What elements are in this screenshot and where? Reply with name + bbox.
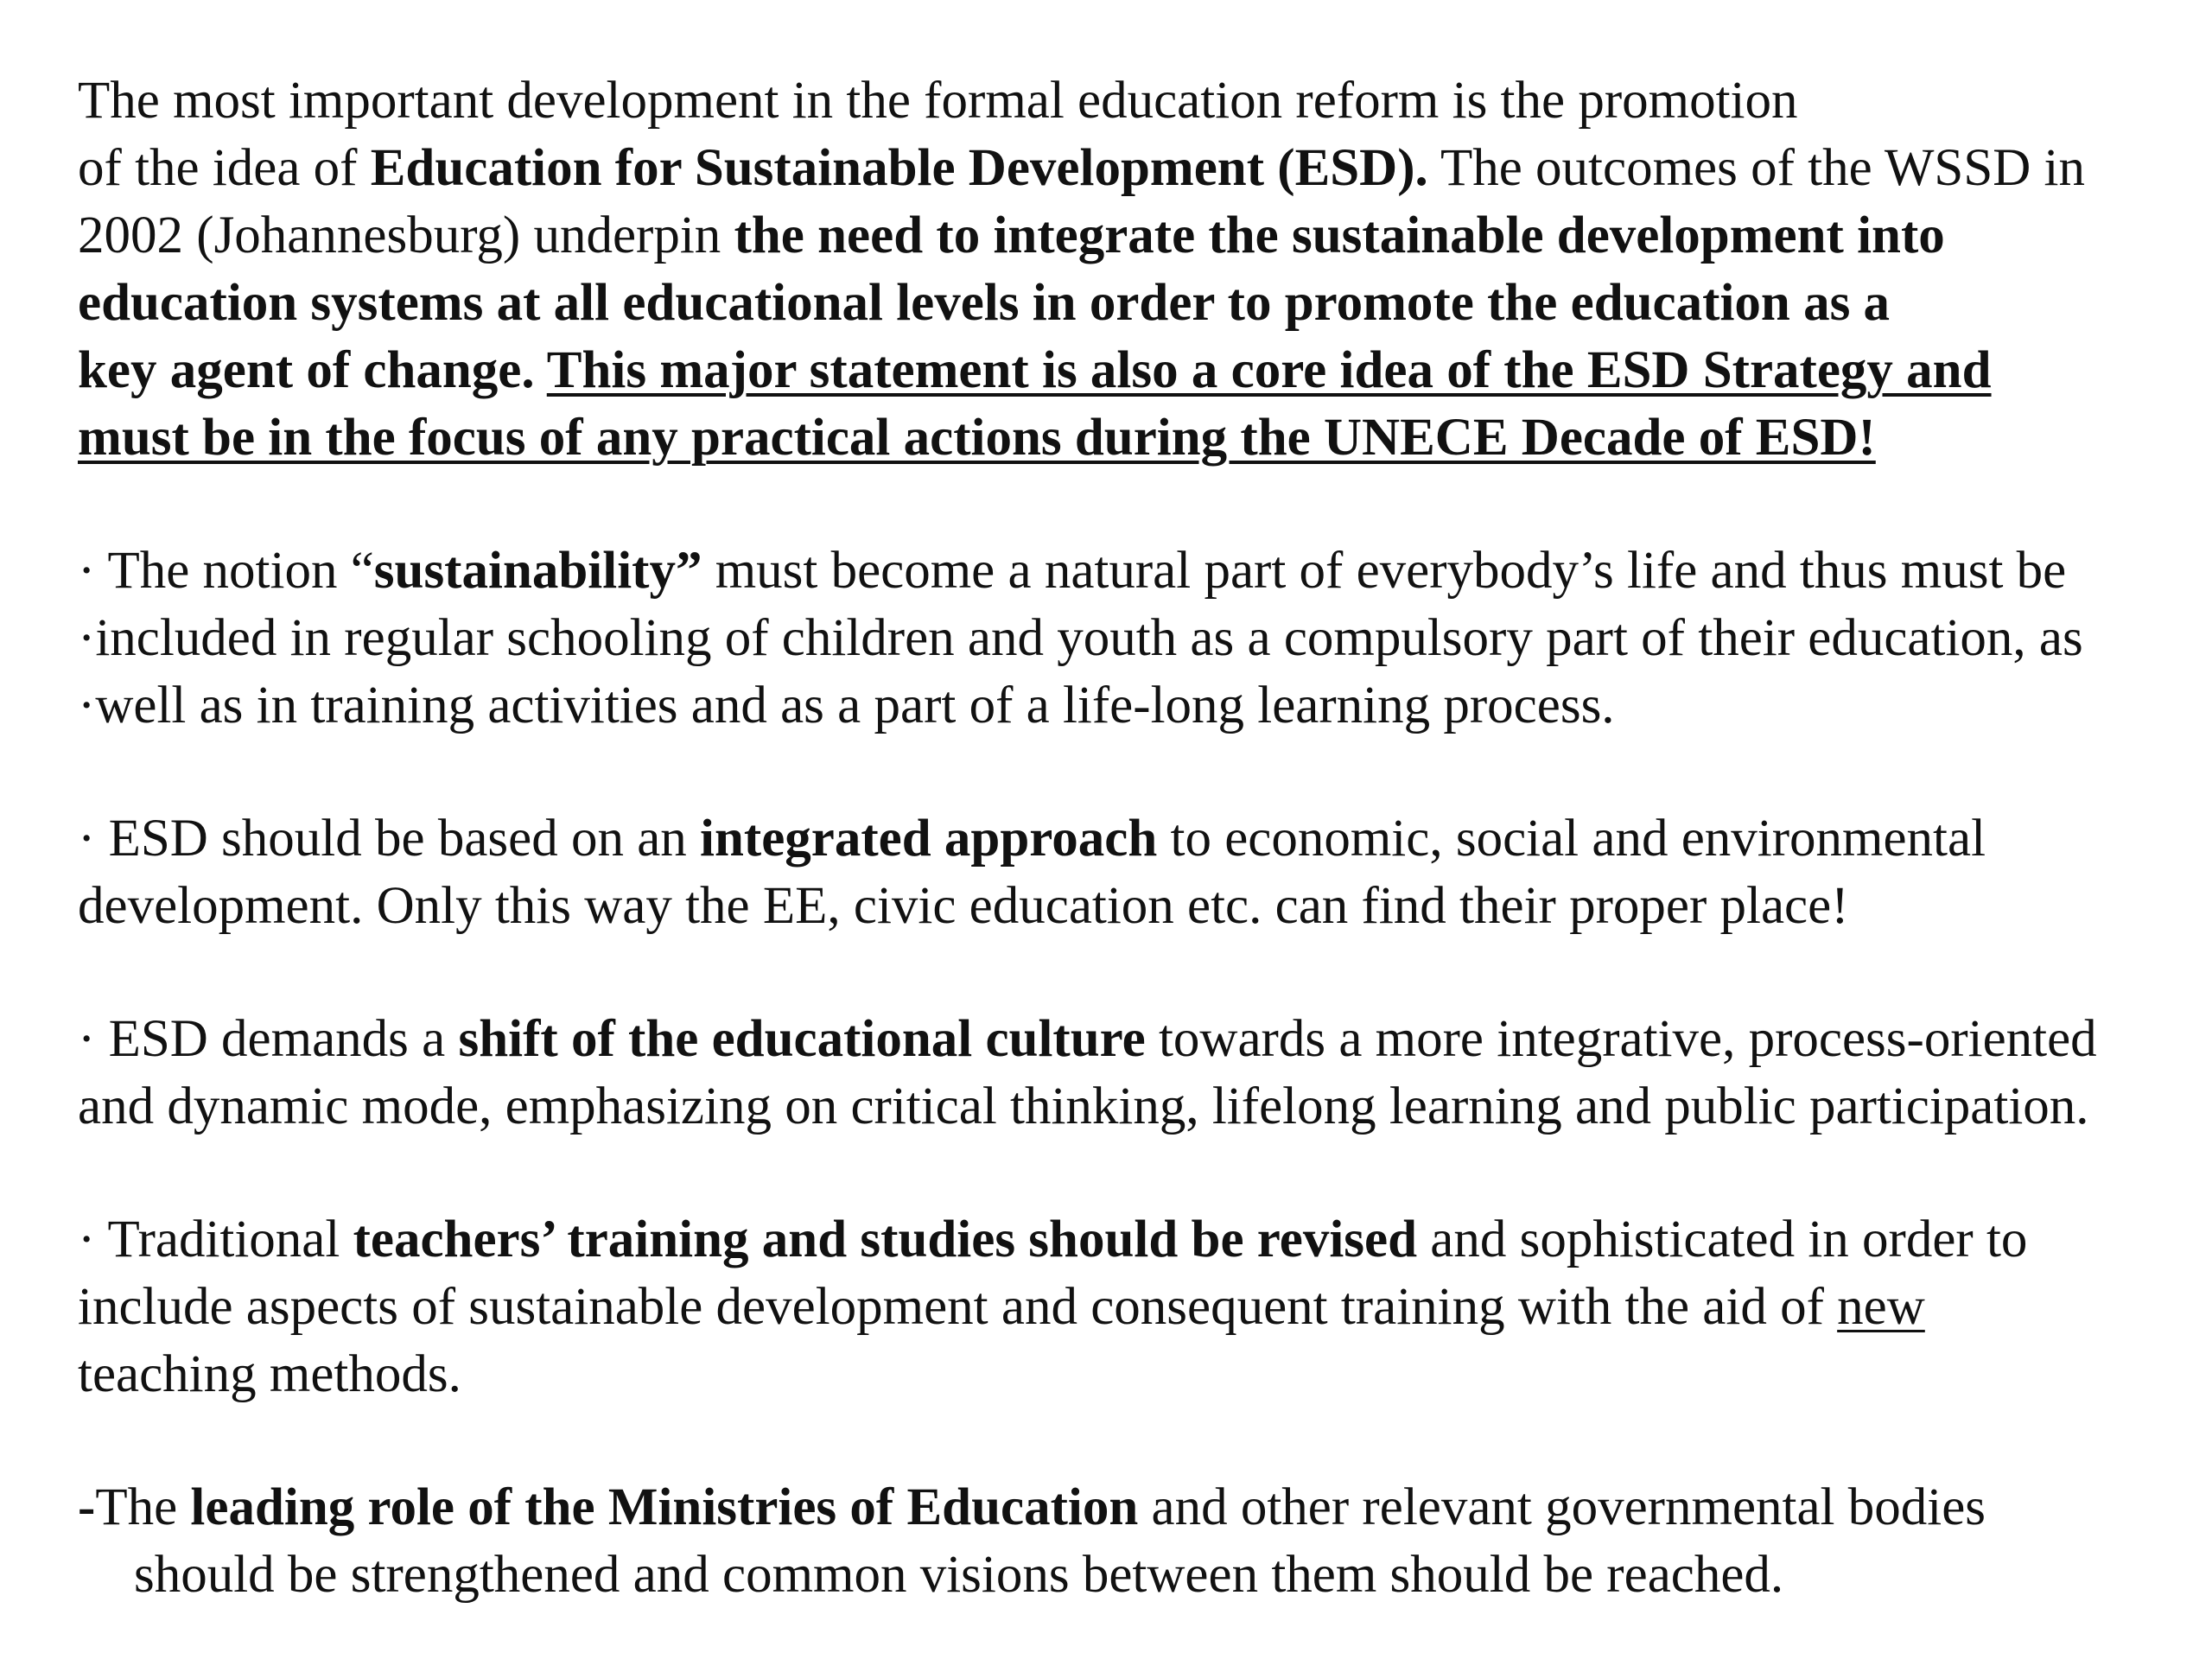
intro-line-1 [78, 67, 1797, 135]
core-statement: must be in the focus of any practical actions during the UNECE Decade of ESD! [78, 409, 1876, 467]
bullet3-line-2 [78, 1073, 2089, 1141]
bullet5-line-1 [78, 1474, 1986, 1541]
intro-line-2 [78, 135, 2085, 202]
bullet1-line-3 [78, 672, 1615, 740]
bullet-text: and dynamic mode, emphasizing on critical thinking, lifelong learning and public participation. [78, 1077, 2089, 1135]
bullet-text: must become a natural part of everybody’s life and thus must be [702, 542, 2067, 600]
bullet4-line-1 [78, 1206, 2027, 1274]
bullet1-line-2 [78, 605, 2083, 672]
bullet-text: and sophisticated in order to [1417, 1211, 2028, 1268]
bullet-text: ·well as in training activities and as a part of a life-long learning process. [78, 677, 1615, 734]
intro-line-5 [78, 337, 1992, 404]
bullet4-line-3 [78, 1341, 461, 1408]
intro-text: of the idea of [78, 139, 371, 197]
intro-line-6 [78, 404, 1876, 472]
intro-text: The outcomes of the WSSD in [1427, 139, 2085, 197]
bullet-emphasis: sustainability” [373, 542, 702, 600]
bullet-emphasis: teachers’ training and studies should be revised [353, 1211, 1418, 1268]
intro-line-4 [78, 270, 1890, 337]
bullet-text: towards a more integrative, process-oriented [1145, 1010, 2097, 1068]
bullet-text: The [95, 1478, 191, 1536]
dash-marker: - [78, 1478, 96, 1536]
bullet-text: · ESD should be based on an [78, 810, 701, 868]
bullet-text: should be strengthened and common visions between them should be reached. [134, 1546, 1784, 1604]
bullet3-line-1 [78, 1006, 2097, 1073]
bullet-text: include aspects of sustainable development and consequent training with the aid of [78, 1278, 1838, 1336]
bullet-text: to economic, social and environmental [1157, 810, 1986, 868]
bullet-text: · ESD demands a [78, 1010, 459, 1068]
bullet2-line-2 [78, 873, 1849, 940]
bullet-emphasis: leading role of the Ministries of Education [190, 1478, 1139, 1536]
intro-text: The most important development in the formal education reform is the promotion [78, 72, 1798, 130]
underlined-word: new [1837, 1278, 1925, 1336]
intro-line-3 [78, 202, 1945, 270]
bullet5-line-2 [134, 1541, 1783, 1609]
bullet-text: and other relevant governmental bodies [1138, 1478, 1986, 1536]
bullet-text: teaching methods. [78, 1345, 461, 1403]
bullet-emphasis: integrated approach [700, 810, 1158, 868]
intro-emphasis: education systems at all educational levels in order to promote the education as a [78, 274, 1891, 332]
intro-emphasis: the need to integrate the sustainable development into [734, 207, 1945, 264]
bullet4-line-2 [78, 1274, 1925, 1341]
bullet1-line-1 [78, 537, 2066, 605]
bullet2-line-1 [78, 805, 1986, 873]
bullet-text: development. Only this way the EE, civic education etc. can find their proper place! [78, 877, 1849, 935]
bullet-text: ·included in regular schooling of children and youth as a compulsory part of their education, as [78, 609, 2083, 667]
bullet-text: · The notion “ [78, 542, 374, 600]
bullet-text: · Traditional [78, 1211, 353, 1268]
esd-term: Education for Sustainable Development (ESD). [370, 139, 1428, 197]
bullet-emphasis: shift of the educational culture [458, 1010, 1146, 1068]
intro-emphasis: key agent of change. [78, 341, 547, 399]
core-statement: This major statement is also a core idea of the ESD Strategy and [546, 341, 1992, 399]
intro-text: 2002 (Johannesburg) underpin [78, 207, 734, 264]
